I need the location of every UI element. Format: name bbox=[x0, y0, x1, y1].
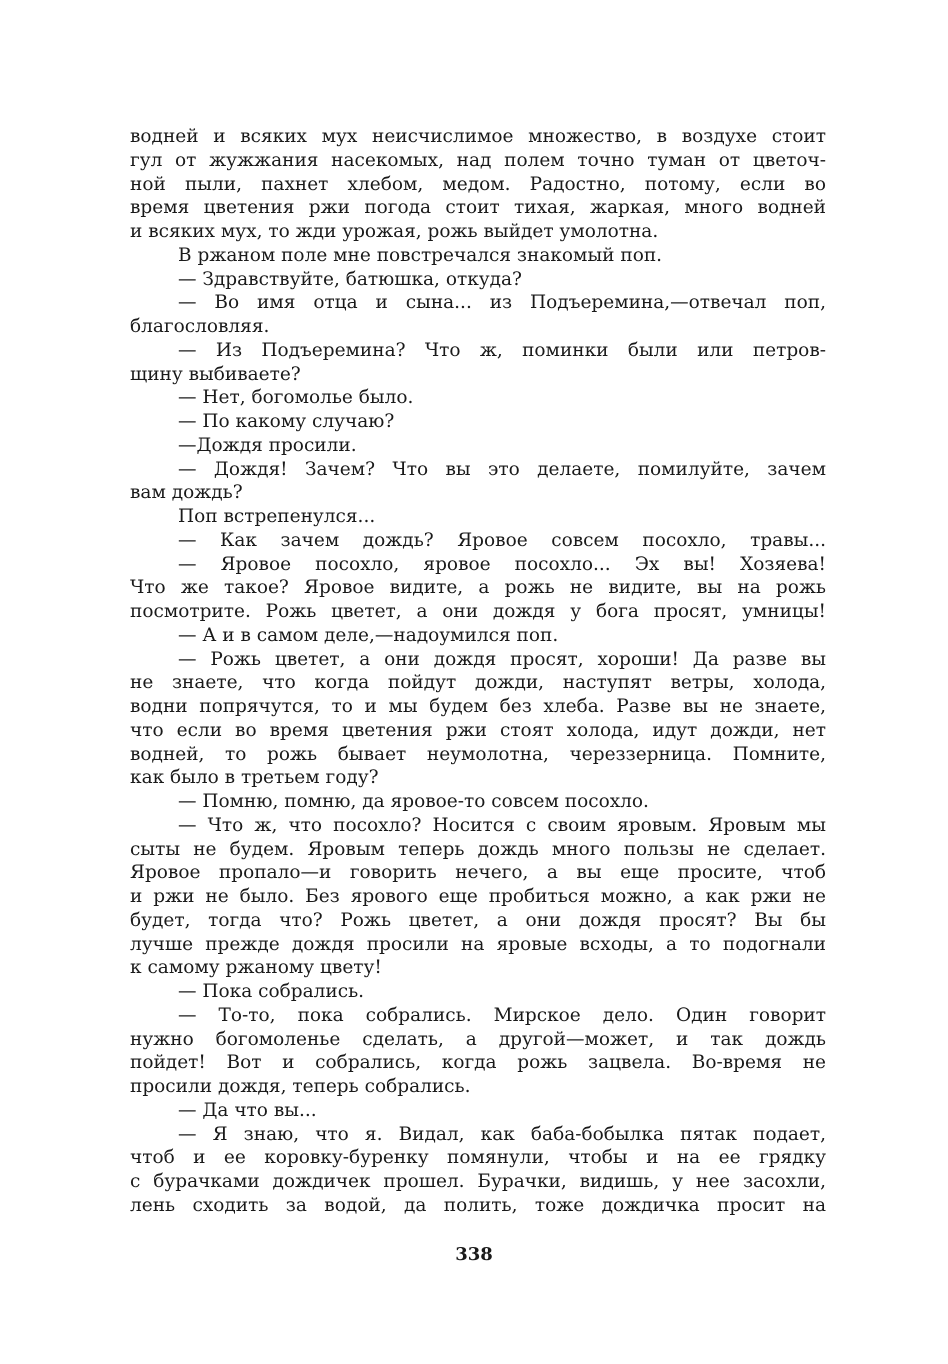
text-line: нужно богомоленье сделать, а другой—может, и так дождь bbox=[130, 1028, 826, 1050]
text-line: с бурачками дождичек прошел. Бурачки, видишь, у нее засохли, bbox=[130, 1171, 826, 1192]
text-line: лень сходить за водой, да полить, тоже дождичка просит на bbox=[130, 1194, 826, 1216]
text-line: благословляя. bbox=[130, 316, 270, 337]
text-line: как было в третьем году? bbox=[130, 767, 379, 789]
text-line: — Пока собрались. bbox=[178, 981, 365, 1002]
text-line: Поп встрепенулся... bbox=[178, 506, 376, 527]
text-line: — Во имя отца и сына... из Подъеремина,—отвечал поп, bbox=[178, 292, 826, 314]
text-line: сыты не будем. Яровым теперь дождь много пользы не сделает. bbox=[130, 838, 826, 860]
text-line: — Помню, помню, да яровое-то совсем посохло. bbox=[178, 791, 649, 812]
text-line: —Дождя просили. bbox=[178, 434, 357, 456]
text-line: не знаете, что когда пойдут дожди, наступят ветры, холода, bbox=[130, 672, 826, 694]
text-line: — Как зачем дождь? Яровое совсем посохло, травы... bbox=[178, 529, 826, 551]
text-line: просили дождя, теперь собрались. bbox=[130, 1076, 471, 1097]
text-line: Яровое пропало—и говорить нечего, а вы еще просите, чтоб bbox=[130, 862, 826, 884]
text-line: — Дождя! Зачем? Что вы это делаете, помилуйте, зачем bbox=[178, 458, 826, 480]
text-line: и ржи не было. Без ярового еще пробиться можно, а как ржи не bbox=[130, 886, 826, 907]
text-line: — Яровое посохло, яровое посохло... Эх вы! Хозяева! bbox=[178, 553, 826, 575]
body-text bbox=[130, 125, 826, 1218]
text-line: В ржаном поле мне повстречался знакомый поп. bbox=[178, 244, 663, 266]
text-line: — Из Подъеремина? Что ж, поминки были или петров- bbox=[178, 339, 826, 361]
text-line: — Рожь цветет, а они дождя просят, хороши! Да разве вы bbox=[178, 648, 826, 670]
text-line: — А и в самом деле,—надоумился поп. bbox=[178, 624, 559, 646]
text-line: время цветения ржи погода стоит тихая, жаркая, много водней bbox=[130, 197, 826, 219]
text-line: пойдет! Вот и собрались, когда рожь зацвела. Во-время не bbox=[130, 1052, 826, 1074]
text-line: — То-то, пока собрались. Мирское дело. Один говорит bbox=[178, 1004, 826, 1026]
text-line: — Я знаю, что я. Видал, как баба-бобылка пятак подает, bbox=[178, 1123, 826, 1145]
text-line: и всяких мух, то жди урожая, рожь выйдет умолотна. bbox=[130, 221, 659, 242]
text-line: к самому ржаному цвету! bbox=[130, 957, 382, 979]
text-line: гул от жужжания насекомых, над полем точно туман от цветоч- bbox=[130, 149, 826, 171]
text-line: — По какому случаю? bbox=[178, 411, 395, 432]
text-line: Что же такое? Яровое видите, а рожь не видите, вы на рожь bbox=[130, 577, 826, 599]
text-line: — Нет, богомолье было. bbox=[178, 387, 414, 409]
text-line: чтоб и ее коровку-буренку помянули, чтобы и на ее грядку bbox=[130, 1147, 826, 1169]
text-line: будет, тогда что? Рожь цветет, а они дождя просят? Вы бы bbox=[130, 909, 826, 931]
text-line: водни попрячутся, то и мы будем без хлеба. Разве вы не знаете, bbox=[130, 696, 826, 717]
text-line: — Здравствуйте, батюшка, откуда? bbox=[178, 268, 522, 290]
text-line: водней, то рожь бывает неумолотна, череззерница. Помните, bbox=[130, 743, 826, 765]
text-line: ной пыли, пахнет хлебом, медом. Радостно, потому, если во bbox=[130, 173, 826, 195]
text-line: посмотрите. Рожь цветет, а они дождя у бога просят, умницы! bbox=[130, 601, 826, 622]
text-line: — Что ж, что посохло? Носится с своим яровым. Яровым мы bbox=[178, 814, 826, 836]
page-number: 338 bbox=[455, 1244, 493, 1265]
text-line: щину выбиваете? bbox=[130, 363, 301, 385]
text-line: — Да что вы... bbox=[178, 1099, 317, 1121]
text-line: что если во время цветения ржи стоят холода, идут дожди, нет bbox=[130, 719, 826, 741]
text-line: лучше прежде дождя просили на яровые всходы, а то подогнали bbox=[130, 933, 826, 955]
text-line: водней и всяких мух неисчислимое множество, в воздухе стоит bbox=[130, 126, 826, 147]
text-line: вам дождь? bbox=[130, 482, 243, 504]
